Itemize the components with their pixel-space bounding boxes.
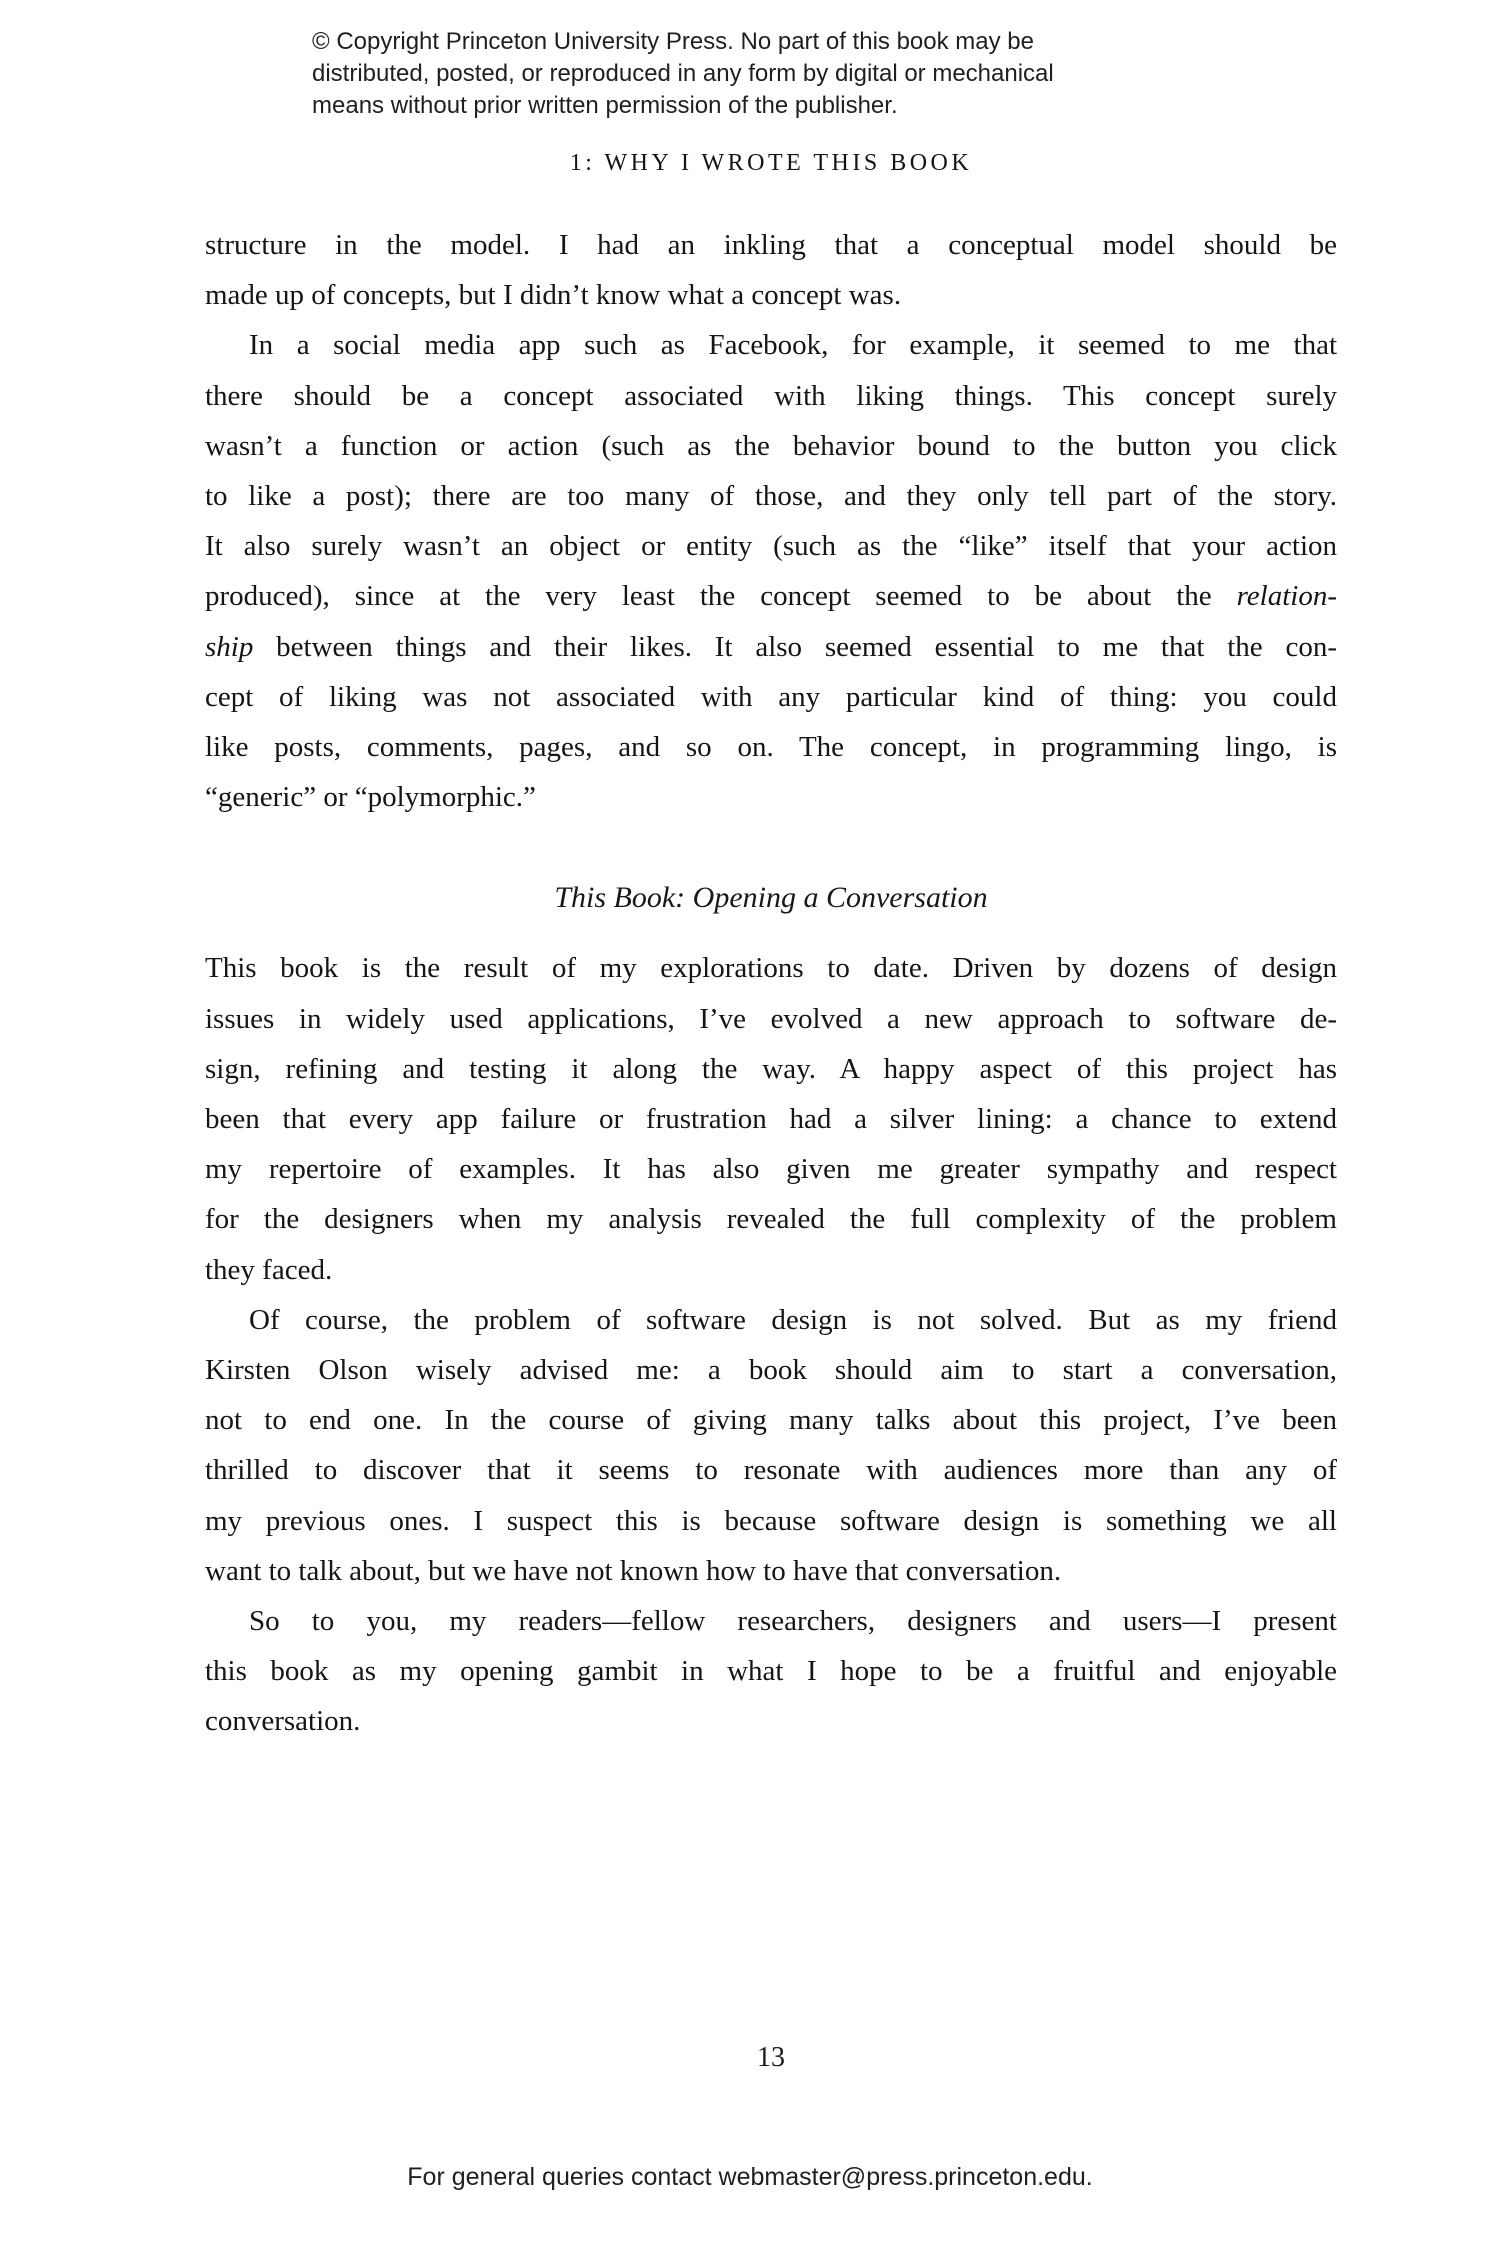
text-line: Of course, the problem of software design is not solved. But as my friend	[249, 1303, 1337, 1336]
text-line: this book as my opening gambit in what I hope to be a fruitful and enjoyable	[205, 1655, 1337, 1688]
text-line: sign, refining and testing it along the way. A happy aspect of this project has	[205, 1052, 1337, 1085]
text-line: issues in widely used applications, I’ve evolved a new approach to software de-	[205, 1002, 1337, 1035]
text-line: So to you, my readers—fellow researchers, designers and users—I present	[249, 1604, 1337, 1637]
running-head: 1: WHY I WROTE THIS BOOK	[569, 150, 973, 176]
text-line: conversation.	[205, 1705, 361, 1738]
text-line: made up of concepts, but I didn’t know what a concept was.	[205, 279, 902, 312]
paragraph	[205, 320, 1337, 822]
body-text-column	[205, 220, 1337, 1746]
text-line: thrilled to discover that it seems to resonate with audiences more than any of	[205, 1454, 1337, 1487]
text-line: there should be a concept associated with liking things. This concept surely	[205, 379, 1337, 412]
text-line: wasn’t a function or action (such as the behavior bound to the button you click	[205, 429, 1337, 462]
paragraph	[205, 1295, 1337, 1596]
text-line: my previous ones. I suspect this is because software design is something we all	[205, 1504, 1337, 1537]
text-line: not to end one. In the course of giving many talks about this project, I’ve been	[205, 1404, 1337, 1437]
text-line: for the designers when my analysis revealed the full complexity of the problem	[205, 1203, 1337, 1236]
text-line: like posts, comments, pages, and so on. The concept, in programming lingo, is	[205, 730, 1337, 763]
text-line: structure in the model. I had an inkling that a conceptual model should be	[205, 229, 1337, 261]
text-line: ship between things and their likes. It also seemed essential to me that the con-	[205, 630, 1337, 663]
paragraph	[205, 943, 1337, 1294]
copyright-line: means without prior written permission of the publisher.	[312, 92, 898, 119]
section-heading: This Book: Opening a Conversation	[554, 881, 988, 915]
text-line: It also surely wasn’t an object or entity (such as the “like” itself that your action	[205, 530, 1337, 563]
text-line: Kirsten Olson wisely advised me: a book should aim to start a conversation,	[205, 1353, 1337, 1386]
text-line: they faced.	[205, 1253, 333, 1286]
copyright-line: distributed, posted, or reproduced in any form by digital or mechanical	[312, 60, 1054, 87]
page-number: 13	[757, 2042, 785, 2073]
text-line: This book is the result of my explorations to date. Driven by dozens of design	[205, 952, 1337, 985]
text-line: cept of liking was not associated with any particular kind of thing: you could	[205, 680, 1337, 713]
copyright-notice	[312, 26, 1054, 122]
text-line: produced), since at the very least the concept seemed to be about the relation-	[205, 580, 1337, 613]
paragraph	[205, 1596, 1337, 1747]
text-line: “generic” or “polymorphic.”	[205, 781, 536, 814]
text-line: to like a post); there are too many of those, and they only tell part of the story.	[205, 479, 1337, 512]
text-line: been that every app failure or frustration had a silver lining: a chance to extend	[205, 1103, 1337, 1135]
paragraph	[205, 220, 1337, 320]
text-line: In a social media app such as Facebook, for example, it seemed to me that	[249, 329, 1337, 362]
text-line: my repertoire of examples. It has also given me greater sympathy and respect	[205, 1153, 1337, 1186]
copyright-line: © Copyright Princeton University Press. No part of this book may be	[312, 28, 1034, 55]
text-line: want to talk about, but we have not known how to have that conversation.	[205, 1554, 1062, 1587]
footer-note: For general queries contact webmaster@press.princeton.edu.	[407, 2163, 1093, 2191]
